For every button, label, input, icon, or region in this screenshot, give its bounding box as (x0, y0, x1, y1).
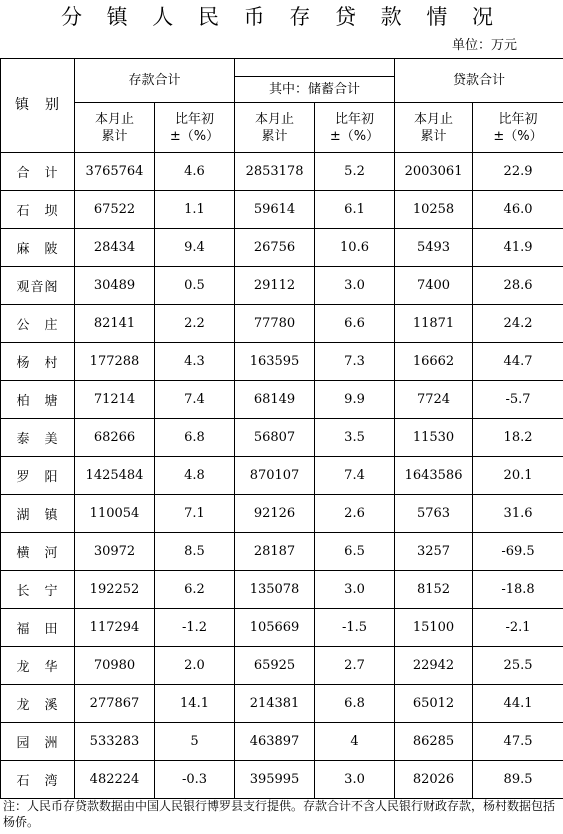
town-name: 龙 华 (1, 647, 75, 685)
loan-cumulative: 65012 (395, 685, 473, 723)
savings-pct: 3.5 (315, 419, 395, 457)
savings-pct: 5.2 (315, 153, 395, 191)
town-name: 园 洲 (1, 723, 75, 761)
deposit-cumulative: 82141 (75, 305, 155, 343)
loan-pct: 47.5 (473, 723, 563, 761)
loan-pct: 89.5 (473, 761, 563, 799)
deposit-pct: 5 (155, 723, 235, 761)
loan-cumulative: 1643586 (395, 457, 473, 495)
deposit-cumulative: 482224 (75, 761, 155, 799)
header-deposit-pct: 比年初 ±（%） (155, 103, 235, 153)
savings-pct: 2.7 (315, 647, 395, 685)
unit-label: 单位：万元 (451, 38, 517, 53)
deposit-cumulative: 192252 (75, 571, 155, 609)
deposit-cumulative: 1425484 (75, 457, 155, 495)
deposit-cumulative: 68266 (75, 419, 155, 457)
loan-pct: 41.9 (473, 229, 563, 267)
savings-pct: 3.0 (315, 267, 395, 305)
savings-cumulative: 77780 (235, 305, 315, 343)
town-name: 龙 溪 (1, 685, 75, 723)
savings-cumulative: 870107 (235, 457, 315, 495)
deposit-cumulative: 67522 (75, 191, 155, 229)
savings-cumulative: 163595 (235, 343, 315, 381)
loan-cumulative: 11530 (395, 419, 473, 457)
savings-cumulative: 463897 (235, 723, 315, 761)
table-row (1, 419, 563, 457)
deposit-cumulative: 3765764 (75, 153, 155, 191)
loan-pct: -69.5 (473, 533, 563, 571)
table-row (1, 533, 563, 571)
savings-cumulative: 29112 (235, 267, 315, 305)
deposit-pct: 7.1 (155, 495, 235, 533)
loan-pct: 31.6 (473, 495, 563, 533)
table-row (1, 609, 563, 647)
savings-pct: 7.4 (315, 457, 395, 495)
deposit-pct: 2.0 (155, 647, 235, 685)
loan-cumulative: 5493 (395, 229, 473, 267)
header-town: 镇 别 (1, 59, 75, 153)
header-loan-total: 贷款合计 (395, 59, 563, 103)
town-name: 杨 村 (1, 343, 75, 381)
savings-pct: 2.6 (315, 495, 395, 533)
loan-cumulative: 22942 (395, 647, 473, 685)
savings-cumulative: 56807 (235, 419, 315, 457)
savings-pct: 10.6 (315, 229, 395, 267)
savings-pct: 6.6 (315, 305, 395, 343)
savings-cumulative: 395995 (235, 761, 315, 799)
loan-pct: -18.8 (473, 571, 563, 609)
header-savings-spacer (235, 59, 395, 77)
savings-pct: 3.0 (315, 761, 395, 799)
savings-cumulative: 105669 (235, 609, 315, 647)
loan-pct: 44.7 (473, 343, 563, 381)
deposit-cumulative: 177288 (75, 343, 155, 381)
town-name: 长 宁 (1, 571, 75, 609)
deposit-pct: 7.4 (155, 381, 235, 419)
deposit-cumulative: 533283 (75, 723, 155, 761)
loan-cumulative: 5763 (395, 495, 473, 533)
loan-pct: 24.2 (473, 305, 563, 343)
town-name: 石 湾 (1, 761, 75, 799)
loan-cumulative: 11871 (395, 305, 473, 343)
town-name: 柏 塘 (1, 381, 75, 419)
loan-pct: 18.2 (473, 419, 563, 457)
town-name: 合 计 (1, 153, 75, 191)
savings-pct: 6.8 (315, 685, 395, 723)
table-row (1, 267, 563, 305)
page-title: 分 镇 人 民 币 存 贷 款 情 况 (60, 5, 503, 29)
town-name: 观音阁 (1, 267, 75, 305)
table-row (1, 305, 563, 343)
loan-pct: 46.0 (473, 191, 563, 229)
loan-cumulative: 2003061 (395, 153, 473, 191)
table-row (1, 191, 563, 229)
loan-pct: 22.9 (473, 153, 563, 191)
table-row (1, 343, 563, 381)
deposit-pct: 2.2 (155, 305, 235, 343)
savings-cumulative: 92126 (235, 495, 315, 533)
loan-cumulative: 86285 (395, 723, 473, 761)
deposit-pct: 4.3 (155, 343, 235, 381)
deposit-cumulative: 70980 (75, 647, 155, 685)
header-savings-cumulative: 本月止 累计 (235, 103, 315, 153)
loan-pct: 28.6 (473, 267, 563, 305)
table-row (1, 571, 563, 609)
savings-cumulative: 26756 (235, 229, 315, 267)
savings-cumulative: 2853178 (235, 153, 315, 191)
header-savings-pct: 比年初 ±（%） (315, 103, 395, 153)
savings-pct: 4 (315, 723, 395, 761)
savings-cumulative: 214381 (235, 685, 315, 723)
deposit-pct: 14.1 (155, 685, 235, 723)
savings-pct: 3.0 (315, 571, 395, 609)
table-row (1, 457, 563, 495)
town-name: 石 坝 (1, 191, 75, 229)
deposit-pct: 8.5 (155, 533, 235, 571)
loan-cumulative: 10258 (395, 191, 473, 229)
header-of-which-savings: 其中：储蓄合计 (235, 77, 395, 103)
deposit-pct: 1.1 (155, 191, 235, 229)
deposit-pct: 6.8 (155, 419, 235, 457)
savings-cumulative: 135078 (235, 571, 315, 609)
deposit-pct: 4.6 (155, 153, 235, 191)
loan-cumulative: 7724 (395, 381, 473, 419)
loan-pct: 44.1 (473, 685, 563, 723)
savings-cumulative: 65925 (235, 647, 315, 685)
table-row (1, 723, 563, 761)
town-name: 湖 镇 (1, 495, 75, 533)
town-name: 罗 阳 (1, 457, 75, 495)
table-row (1, 647, 563, 685)
table-row (1, 381, 563, 419)
loan-pct: -5.7 (473, 381, 563, 419)
loan-pct: 25.5 (473, 647, 563, 685)
deposit-pct: -0.3 (155, 761, 235, 799)
deposit-cumulative: 277867 (75, 685, 155, 723)
savings-pct: 9.9 (315, 381, 395, 419)
loan-cumulative: 7400 (395, 267, 473, 305)
table-row (1, 153, 563, 191)
deposit-loan-table (0, 58, 563, 799)
savings-cumulative: 28187 (235, 533, 315, 571)
deposit-cumulative: 28434 (75, 229, 155, 267)
table-row (1, 495, 563, 533)
loan-pct: -2.1 (473, 609, 563, 647)
deposit-cumulative: 71214 (75, 381, 155, 419)
header-deposit-total: 存款合计 (75, 59, 235, 103)
savings-pct: 6.1 (315, 191, 395, 229)
town-name: 福 田 (1, 609, 75, 647)
loan-cumulative: 3257 (395, 533, 473, 571)
deposit-cumulative: 30972 (75, 533, 155, 571)
savings-pct: -1.5 (315, 609, 395, 647)
deposit-pct: 4.8 (155, 457, 235, 495)
savings-cumulative: 59614 (235, 191, 315, 229)
deposit-pct: 0.5 (155, 267, 235, 305)
deposit-cumulative: 117294 (75, 609, 155, 647)
town-name: 横 河 (1, 533, 75, 571)
deposit-cumulative: 30489 (75, 267, 155, 305)
savings-pct: 6.5 (315, 533, 395, 571)
loan-cumulative: 82026 (395, 761, 473, 799)
deposit-pct: 6.2 (155, 571, 235, 609)
table-row (1, 685, 563, 723)
town-name: 麻 陂 (1, 229, 75, 267)
town-name: 公 庄 (1, 305, 75, 343)
loan-cumulative: 16662 (395, 343, 473, 381)
savings-cumulative: 68149 (235, 381, 315, 419)
header-loan-pct: 比年初 ±（%） (473, 103, 563, 153)
header-loan-cumulative: 本月止 累计 (395, 103, 473, 153)
loan-pct: 20.1 (473, 457, 563, 495)
table-row (1, 229, 563, 267)
loan-cumulative: 8152 (395, 571, 473, 609)
footnote: 注：人民币存贷款数据由中国人民银行博罗县支行提供。存款合计不含人民银行财政存款，杨村数据包括杨侨。 (3, 799, 556, 829)
deposit-pct: 9.4 (155, 229, 235, 267)
loan-cumulative: 15100 (395, 609, 473, 647)
town-name: 泰 美 (1, 419, 75, 457)
table-row (1, 761, 563, 799)
deposit-pct: -1.2 (155, 609, 235, 647)
header-deposit-cumulative: 本月止 累计 (75, 103, 155, 153)
savings-pct: 7.3 (315, 343, 395, 381)
deposit-cumulative: 110054 (75, 495, 155, 533)
